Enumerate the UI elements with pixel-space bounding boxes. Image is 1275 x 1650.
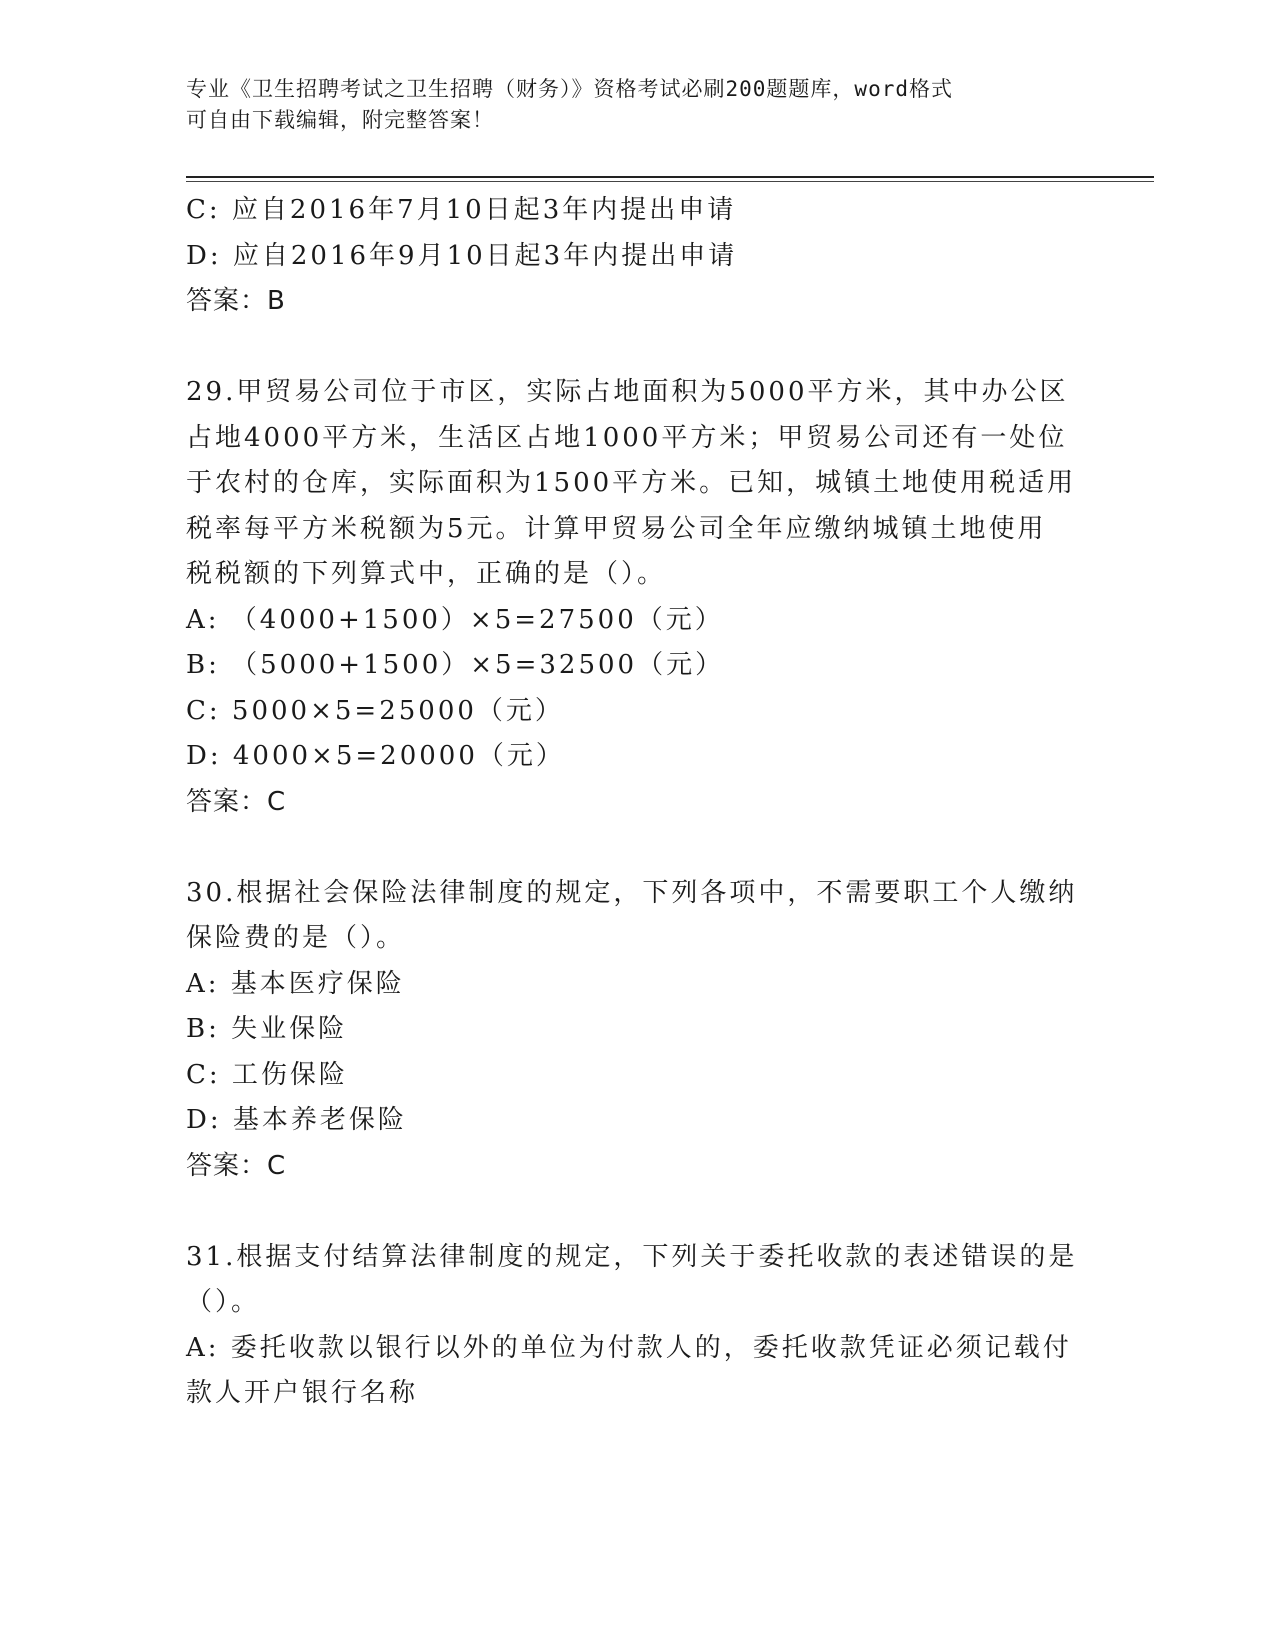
prev-option-d: D: 应自2016年9月10日起3年内提出申请 — [186, 240, 738, 271]
header-title-line-1: 专业《卫生招聘考试之卫生招聘（财务）》资格考试必刷200题题库，word格式 — [186, 77, 953, 101]
q29-stem-line-3: 于农村的仓库，实际面积为1500平方米。已知，城镇土地使用税适用 — [186, 468, 1077, 498]
q30-option-a: A: 基本医疗保险 — [186, 968, 405, 999]
q29-option-c: C: 5000×5=25000（元） — [186, 695, 564, 726]
q29-option-d: D: 4000×5=20000（元） — [186, 741, 565, 771]
q29-option-b: B: （5000+1500）×5=32500（元） — [186, 650, 725, 680]
q31-stem-line-2: （）。 — [186, 1287, 261, 1317]
prev-option-c: C: 应自2016年7月10日起3年内提出申请 — [186, 195, 737, 225]
q30-answer: 答案：C — [186, 1150, 287, 1181]
q29-stem-line-5: 税税额的下列算式中，正确的是（）。 — [186, 559, 667, 589]
q31-stem-line-1: 31.根据支付结算法律制度的规定，下列关于委托收款的表述错误的是 — [186, 1241, 1078, 1272]
q31-option-a-line-1: A: 委托收款以银行以外的单位为付款人的，委托收款凭证必须记载付 — [186, 1332, 1072, 1363]
document-header — [186, 74, 1086, 136]
q30-option-d: D: 基本养老保险 — [186, 1105, 407, 1135]
q30-option-b: B: 失业保险 — [186, 1014, 348, 1044]
header-divider — [186, 176, 1154, 178]
q29-stem-line-1: 29.甲贸易公司位于市区，实际占地面积为5000平方米，其中办公区 — [186, 377, 1069, 407]
header-title-line-2: 可自由下载编辑，附完整答案！ — [186, 108, 494, 132]
q30-stem-line-1: 30.根据社会保险法律制度的规定，下列各项中，不需要职工个人缴纳 — [186, 877, 1078, 908]
q29-stem-line-4: 税率每平方米税额为5元。计算甲贸易公司全年应缴纳城镇土地使用 — [186, 513, 1047, 544]
q29-stem-line-2: 占地4000平方米，生活区占地1000平方米；甲贸易公司还有一处位 — [186, 422, 1068, 453]
q29-option-a: A: （4000+1500）×5=27500（元） — [186, 604, 724, 635]
q31-option-a-line-2: 款人开户银行名称 — [186, 1378, 419, 1408]
q29-answer: 答案：C — [186, 786, 287, 817]
q30-option-c: C: 工伤保险 — [186, 1059, 348, 1090]
spacer — [186, 325, 1066, 371]
spacer — [186, 825, 1066, 871]
document-body — [186, 188, 1078, 1417]
header-divider-thin — [186, 181, 1154, 182]
spacer — [186, 1189, 1066, 1235]
prev-answer: 答案：B — [186, 286, 286, 316]
q30-stem-line-2: 保险费的是（）。 — [186, 923, 406, 953]
